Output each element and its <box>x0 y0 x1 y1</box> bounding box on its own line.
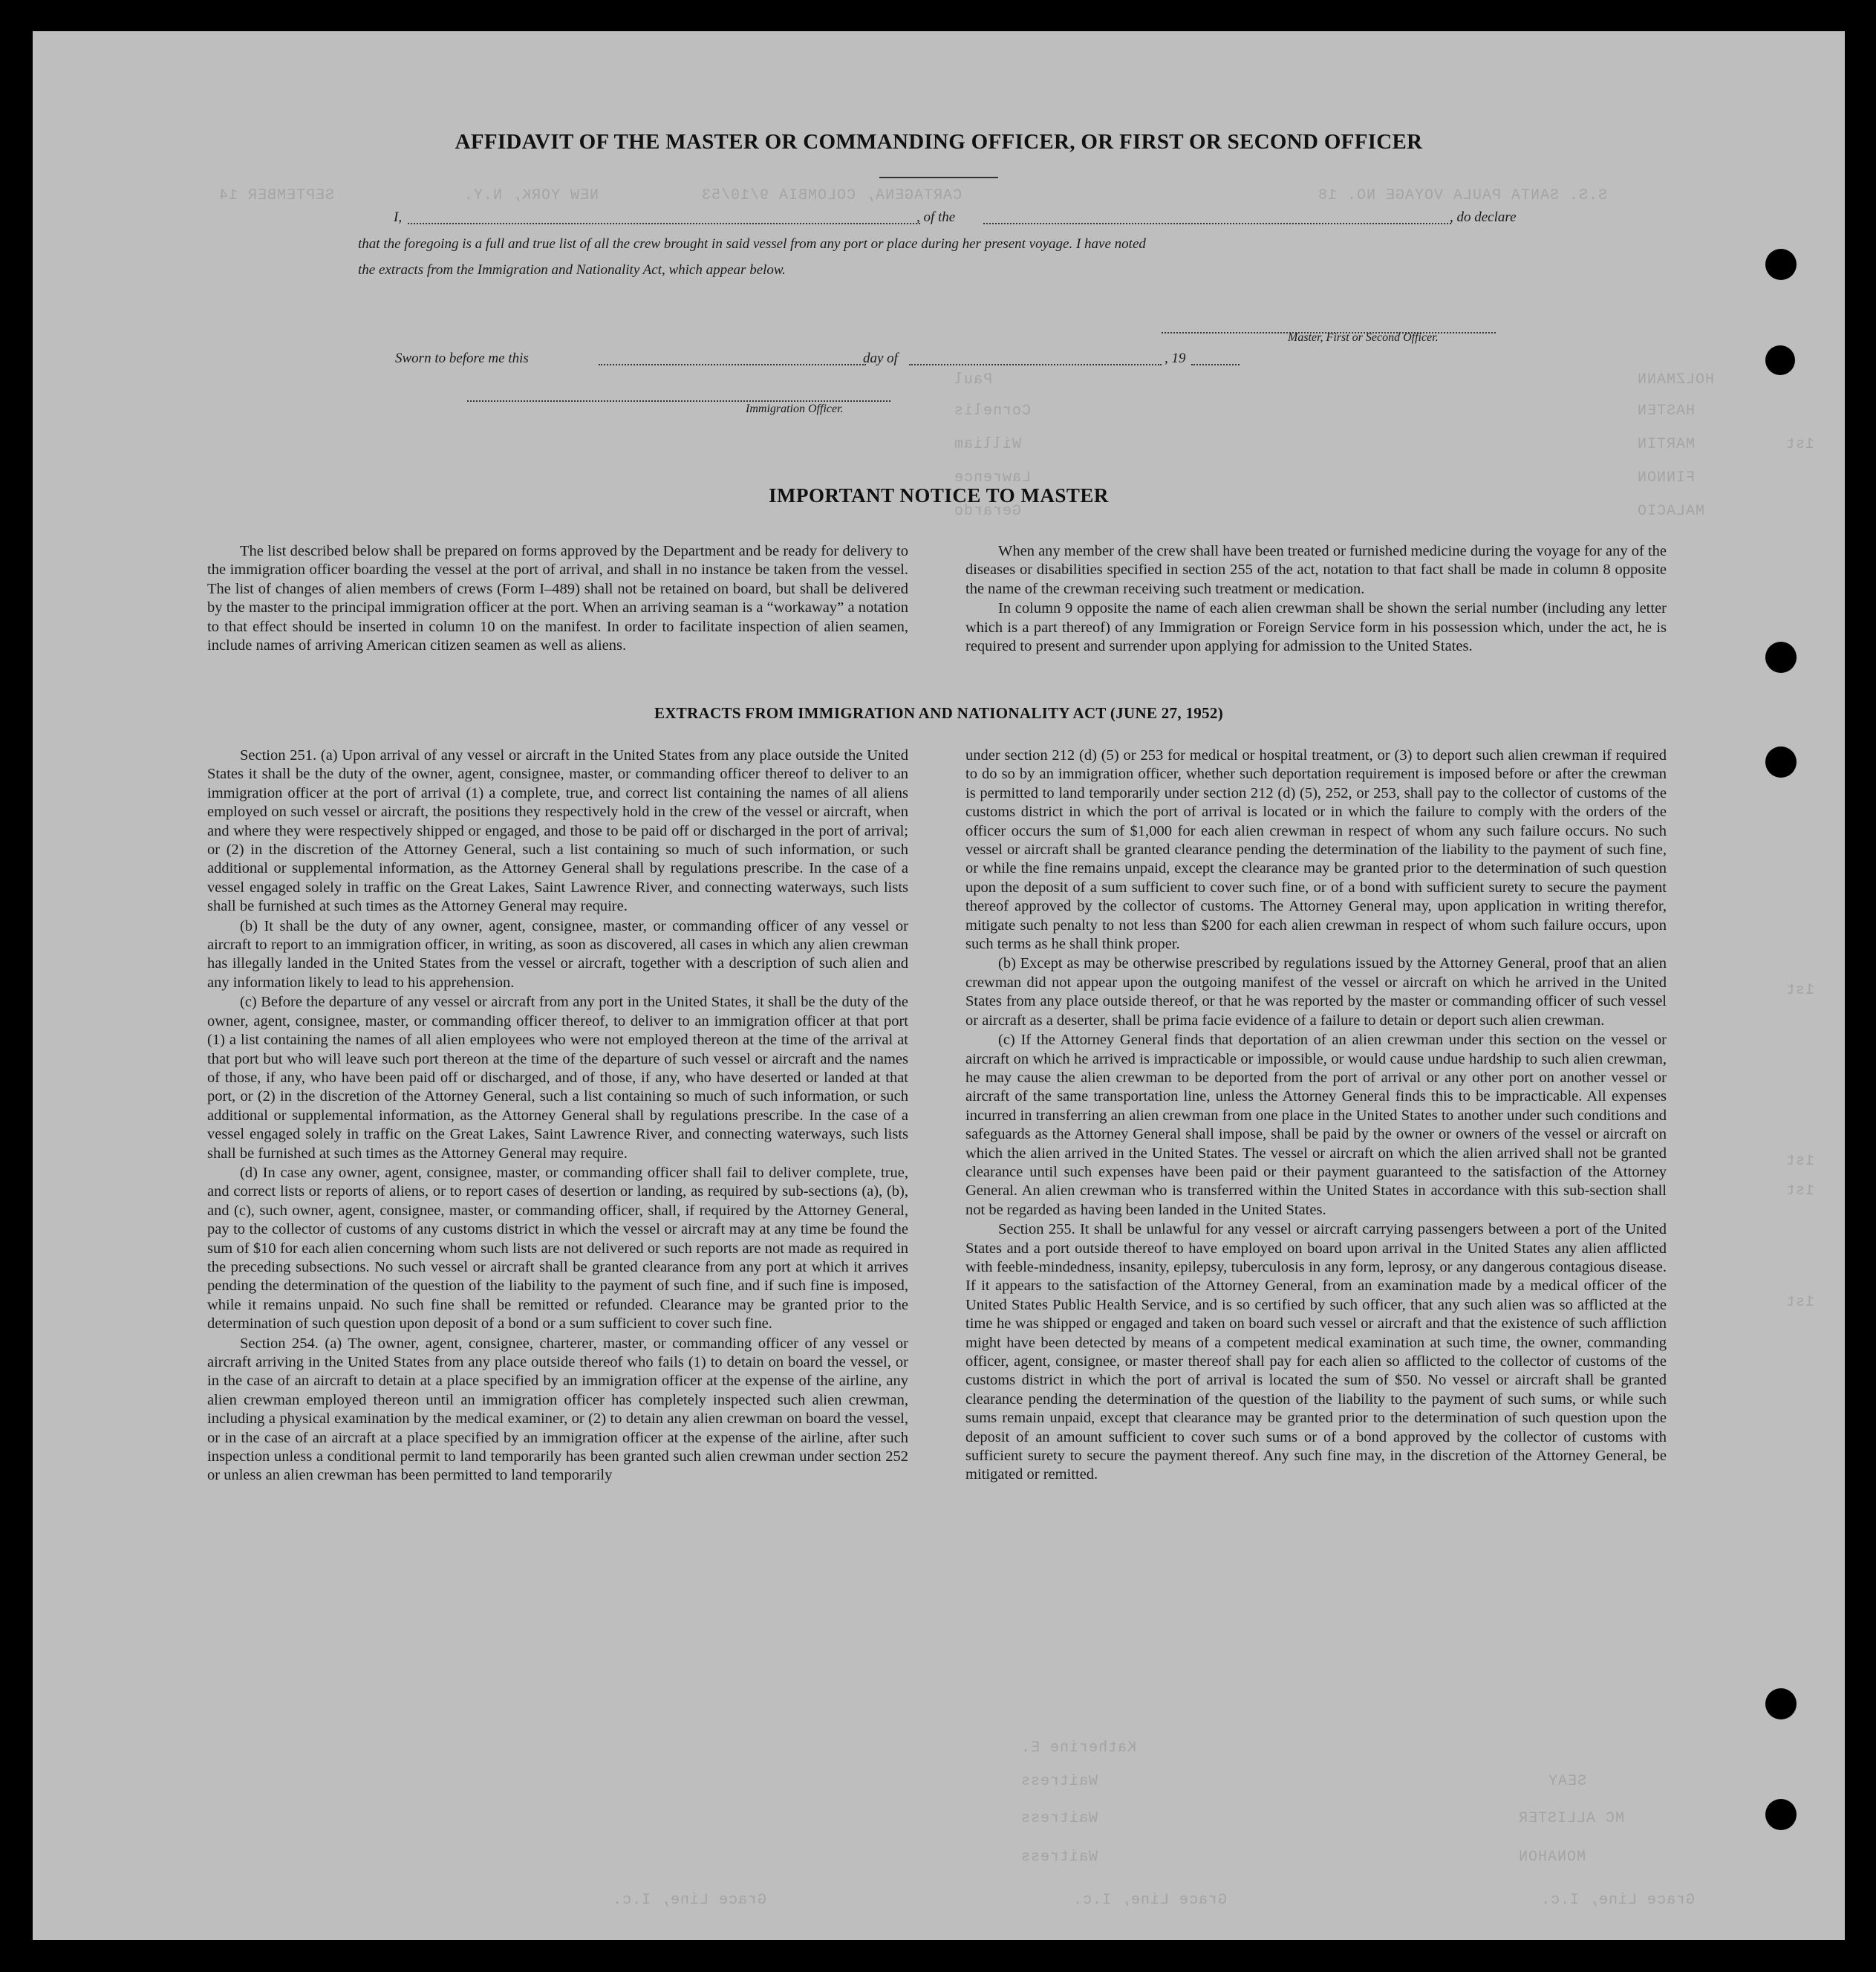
sworn-date-line[interactable] <box>599 364 866 365</box>
day-of-label: day of <box>863 351 898 366</box>
bleed-top-3: CARTAGENA, COLOMBIA 9/10/53 <box>701 187 963 204</box>
notice-right-column <box>965 542 1667 657</box>
bleed-rank: 1st <box>1785 982 1815 999</box>
bleed-bottom-entry: Waitress <box>1020 1849 1098 1866</box>
bleed-entry: William <box>954 436 1022 453</box>
notice-left-column <box>207 542 908 656</box>
immigration-officer-caption: Immigration Officer. <box>746 403 844 415</box>
bleed-entry: Cornelis <box>954 403 1032 420</box>
vessel-name-line[interactable] <box>983 223 1451 224</box>
bleed-name: MALACIO <box>1637 503 1705 520</box>
binder-hole <box>1765 746 1797 778</box>
bleed-bottom-name: MC ALLISTER <box>1518 1810 1625 1827</box>
extract-paragraph: under section 212 (d) (5) or 253 for medical or hospital treatment, or (3) to deport such alien crewman if required to do so by an immigration officer, whether such deportation requirement is imposed before or after the crewman is permitted to land temporarily under section 212 (d) (5), 252, or 253, shall pay to the collector of customs of the customs district in which the port of arrival is located or in which the failure to comply with the orders of the officer occurs the sum of $1,000 for each alien crewman in respect of whom any such failure occurs. No such vessel or aircraft shall be granted clearance pending the determination of the liability to the payment of such fine, or while the fine remains unpaid, except the clearance may be granted prior to the determination of such question upon the deposit of a sum sufficient to cover such fine, or of a bond with sufficient surety to secure the payment thereof approved by the collector of customs. The Attorney General may, upon application in writing therefor, mitigate such penalty to not less than $200 for each alien crewman in respect of whom such failure occurs, upon such terms as he shall think proper. <box>965 747 1667 953</box>
extract-paragraph: (c) If the Attorney General finds that deportation of an alien crewman under this section on the vessel or aircraft on which he arrived is impracticable or impossible, or would cause undue hardship to such alien crewman, he may cause the alien crewman to be deported from the port of arrival or any other port on another vessel or aircraft of the same transportation line, unless the Attorney General finds this to be impracticable. All expenses incurred in transferring an alien crewman from one place in the United States to another under such conditions and safeguards as the Attorney General shall impose, shall be paid by the owner or owners of the vessel or aircraft on which the alien arrived in the United States. The vessel or aircraft on which the alien arrived shall not be granted clearance until such expenses have been paid or their payment guaranteed to the satisfaction of the Attorney General. An alien crewman who is transferred within the United States in accordance with this sub-section shall not be regarded as having been landed in the United States. <box>965 1032 1667 1218</box>
bleed-bottom-entry: Waitress <box>1020 1810 1098 1827</box>
extract-paragraph: Section 251. (a) Upon arrival of any vessel or aircraft in the United States from any place outside the United States it shall be the duty of the owner, agent, consignee, master, or commanding officer thereof to deliver to an immigration officer at the port of arrival (1) a complete, true, and correct list containing the names of all aliens employed on such vessel or aircraft, the positions they respectively hold in the crew of the vessel or aircraft, when and where they were respectively shipped or engaged, and those to be paid off or discharged in the port of arrival; or (2) in the discretion of the Attorney General, such a list containing so much of such information, or such additional or supplemental information, as the Attorney General shall by regulations prescribe. In the case of a vessel engaged solely in traffic on the Great Lakes, Saint Lawrence River, and connecting waterways, such lists shall be furnished at such times as the Attorney General may require. <box>207 747 908 915</box>
bleed-bottom-name: SEAY <box>1548 1773 1587 1790</box>
master-name-line[interactable] <box>408 223 920 224</box>
bleed-name: HASTEN <box>1637 403 1696 420</box>
bleed-top-4: S.S. SANTA PAULA VOYAGE NO. 18 <box>1318 187 1608 204</box>
notice-left-paragraph: The list described below shall be prepared on forms approved by the Department and be ready for delivery to the immigration officer boarding the vessel at the port of arrival, and shall in no instance be taken from the vessel. The list of changes of alien members of crews (Form I–489) shall not be retained on board, but shall be delivered by the master to the principal immigration officer at the port. When an arriving seaman is a “workaway” a notation to that effect should be inserted in column 10 on the manifest. In order to facilitate inspection of alien seamen, include names of arriving American citizen seamen as well as aliens. <box>207 543 908 654</box>
extract-paragraph: Section 254. (a) The owner, agent, consignee, charterer, master, or commanding officer of any vessel or aircraft arriving in the United States from any place outside thereof who fails (1) to detain on board the vessel, or in the case of an aircraft to detain at a place specified by an immigration officer at the expense of the airline, any alien crewman employed thereon until an immigration officer has completely inspected such alien crewman, including a physical examination by the medical examiner, or (2) to detain any alien crewman on board the vessel, or in the case of an aircraft at a place specified by an immigration officer at the expense of the airline, after such inspection unless a conditional permit to land temporarily has been granted such alien crewman under section 252 or unless an alien crewman has been permitted to land temporarily <box>207 1335 908 1484</box>
notice-right-paragraph: When any member of the crew shall have been treated or furnished medicine during the voyage for any of the diseases or disabilities specified in section 255 of the act, notation to that fact shall be made in column 8 opposite the name of the crewman receiving such treatment or medication. <box>965 543 1667 597</box>
binder-hole <box>1765 642 1797 673</box>
binder-hole <box>1765 249 1797 280</box>
bleed-name: MARTIN <box>1637 436 1696 453</box>
extract-paragraph: (b) Except as may be otherwise prescribed by regulations issued by the Attorney General, proof that an alien crewman did not appear upon the outgoing manifest of the vessel or aircraft on which he arrived in the United States from any place outside thereof, or that he was reported by the master or commanding officer of such vessel or aircraft as a deserter, shall be prima facie evidence of a failure to detain or deport such alien crewman. <box>965 955 1667 1029</box>
sworn-month-line[interactable] <box>909 364 1162 365</box>
bleed-entry: Gerardo <box>954 503 1022 520</box>
immigration-officer-line[interactable] <box>467 400 890 402</box>
bleed-bottom-entry: Katherine E. <box>1020 1740 1137 1757</box>
sworn-label: Sworn to before me this <box>395 351 529 366</box>
affidavit-statement-line: the extracts from the Immigration and Nationality Act, which appear below. <box>358 262 786 278</box>
affidavit-statement-line: that the foregoing is a full and true list of all the crew brought in said vessel from any port or place during her present voyage. I have noted <box>358 236 1146 252</box>
extracts-title: EXTRACTS FROM IMMIGRATION AND NATIONALITY ACT (JUNE 27, 1952) <box>654 704 1223 722</box>
bleed-bottom-row: Grace Line, I.c. <box>612 1892 767 1909</box>
title-rule <box>879 177 998 178</box>
affidavit-i-label: I, <box>394 209 403 225</box>
affidavit-do-declare-label: , do declare <box>1450 209 1517 225</box>
bleed-bottom-name: MONAHON <box>1518 1849 1586 1866</box>
master-caption: Master, First or Second Officer. <box>1288 331 1439 344</box>
bleed-rank: 1st <box>1785 1153 1815 1170</box>
document-page <box>33 31 1845 1940</box>
notice-title: IMPORTANT NOTICE TO MASTER <box>769 484 1109 507</box>
binder-hole <box>1765 1799 1797 1830</box>
binder-hole <box>1765 345 1795 375</box>
bleed-bottom-row: Grace Line, I.c. <box>1540 1892 1696 1909</box>
extracts-right-column <box>965 746 1667 1485</box>
bleed-top-2: NEW YORK, N.Y. <box>463 187 599 204</box>
affidavit-title: AFFIDAVIT OF THE MASTER OR COMMANDING OFFICER, OR FIRST OR SECOND OFFICER <box>455 130 1423 154</box>
bleed-name: FINNON <box>1637 469 1696 487</box>
extract-paragraph: Section 255. It shall be unlawful for any vessel or aircraft carrying passengers between a port of the United States and a port outside thereof to have employed on board upon arrival in the United States any alien afflicted with feeble-mindedness, insanity, epilepsy, tuberculosis in any form, leprosy, or any dangerous contagious disease. If it appears to the satisfaction of the Attorney General, from an examination made by a medical officer of the United States Public Health Service, and is so certified by such officer, that any such alien was so afflicted at the time he was shipped or engaged and taken on board such vessel or aircraft and that the existence of such affliction might have been detected by means of a competent medical examination at such time, the owner, commanding officer, agent, consignee, or master thereof shall pay for each alien so afflicted to the collector of customs of the customs district in which the port of arrival is located the sum of $50. No vessel or aircraft shall be granted clearance pending the determination of the question of the liability to the payment of such sums, or while such sums remain unpaid, except that clearance may be granted prior to the determination of such question upon the deposit of an amount sufficient to cover such sums or of a bond approved by the collector of customs with sufficient surety to secure the payment thereof. Any such fine may, in the discretion of the Attorney General, be mitigated or remitted. <box>965 1221 1667 1483</box>
year-label: , 19 <box>1165 351 1186 366</box>
bleed-rank: 1st <box>1785 1182 1815 1200</box>
bleed-rank: 1st <box>1785 1294 1815 1311</box>
bleed-top-1: SEPTEMBER 14 <box>218 187 335 204</box>
extract-paragraph: (d) In case any owner, agent, consignee, master, or commanding officer shall fail to deliver complete, true, and correct lists or reports of aliens, or to report cases of desertion or landing, as required by sub-sections (a), (b), and (c), such owner, agent, consignee, master, or commanding officer, shall, if required by the Attorney General, pay to the collector of customs of any customs district in which the vessel or aircraft may at any time be found the sum of $10 for each alien concerning whom such lists are not delivered or such reports are not made as required in the preceding subsections. No such vessel or aircraft shall be granted clearance from any port at which it arrives pending the determination of the question of the liability to the payment of such fine, and if such fine is imposed, while it remains unpaid. No such fine shall be remitted or refunded. Clearance may be granted prior to the determination of such question upon deposit of a bond or a sum sufficient to cover such fine. <box>207 1164 908 1332</box>
bleed-bottom-row: Grace Line, I.c. <box>1072 1892 1228 1909</box>
bleed-bottom-entry: Waitress <box>1020 1773 1098 1790</box>
bleed-name: HOLZMANN <box>1637 371 1715 388</box>
extracts-left-column <box>207 746 908 1486</box>
notice-right-paragraph: In column 9 opposite the name of each alien crewman shall be shown the serial number (including any letter which is a part thereof) of any Immigration or Foreign Service form in his possession which, under the act, he is required to present and surrender upon applying for admission to the United States. <box>965 600 1667 655</box>
bleed-entry: Paul <box>954 371 993 388</box>
sworn-year-line[interactable] <box>1191 364 1240 365</box>
extract-paragraph: (c) Before the departure of any vessel or aircraft from any port in the United States, it shall be the duty of the owner, agent, consignee, master, or commanding officer thereof, to deliver to an immigration officer at that port (1) a list containing the names of all alien employees who were not employed thereon at the time of the arrival at that port but who will leave such port thereon at the time of the departure of such vessel or aircraft and the names of those, if any, who have been paid off or discharged, and of those, if any, who have deserted or landed at that port, or (2) in the discretion of the Attorney General, such a list containing so much of such information, or such additional or supplemental information, as the Attorney General shall by regulations prescribe. In the case of a vessel engaged solely in traffic on the Great Lakes, Saint Lawrence River, and connecting waterways, such lists shall be furnished at such times as the Attorney General may require. <box>207 994 908 1162</box>
bleed-rank: 1st <box>1785 436 1815 453</box>
binder-hole <box>1765 1688 1797 1719</box>
extract-paragraph: (b) It shall be the duty of any owner, agent, consignee, master, or commanding officer of any vessel or aircraft to report to an immigration officer, in writing, as soon as discovered, all cases in which any alien crewman has illegally landed in the United States from the vessel or aircraft, together with a description of such alien and any information likely to lead to his apprehension. <box>207 917 908 991</box>
bleed-entry: Lawrence <box>954 469 1032 487</box>
affidavit-of-the-label: , of the <box>916 209 956 225</box>
